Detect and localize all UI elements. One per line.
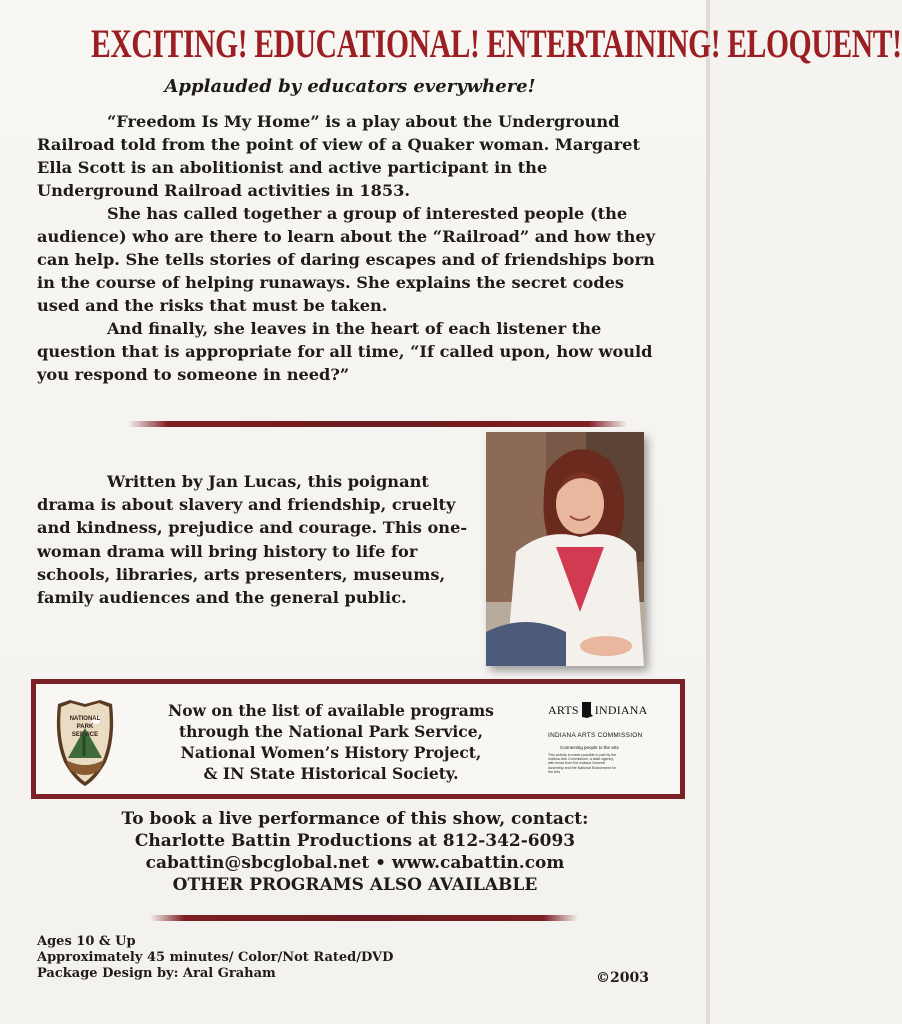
programs-line: Now on the list of available programs [168, 701, 494, 720]
programs-box [31, 679, 685, 799]
intro-section [37, 110, 667, 386]
bio-section [37, 470, 477, 609]
copyright: ©2003 [596, 970, 649, 986]
national-park-service-badge [50, 698, 120, 788]
meta-line: Approximately 45 minutes/ Color/Not Rated/DVD [37, 950, 394, 965]
arts-fineprint: This activity is made possible in part by the Indiana Arts Commission, a state agency, with funds from the Indiana General Assembly and the National Endowment for the Arts [548, 753, 617, 774]
contact-line: Charlotte Battin Productions at 812-342-6093 [134, 831, 576, 851]
contact-line: OTHER PROGRAMS ALSO AVAILABLE [172, 875, 538, 895]
headline: EXCITING! EDUCATIONAL! ENTERTAINING! ELOQUENT! [91, 21, 902, 66]
nps-badge-text: SERVICE [71, 732, 99, 738]
decorative-divider [150, 915, 578, 921]
arts-indiana-logo [548, 702, 660, 782]
nps-badge-text: NATIONAL [69, 716, 101, 722]
meta-line: Package Design by: Aral Graham [37, 966, 276, 981]
arts-tagline: Connecting people to the arts [560, 745, 619, 750]
product-meta [37, 934, 457, 982]
contact-line: cabattin@sbcglobal.net • www.cabattin.com [145, 853, 565, 873]
indiana-state-icon [581, 702, 593, 718]
meta-line: Ages 10 & Up [37, 934, 136, 949]
arts-indiana-wordmark [548, 702, 660, 718]
intro-paragraph: And finally, she leaves in the heart of each listener the question that is appropriate for all time, “If called upon, how would you respond to someone in need?” [37, 319, 653, 384]
arts-logo-left: ARTS [548, 702, 579, 717]
bio-paragraph: Written by Jan Lucas, this poignant drama is about slavery and friendship, cruelty and kindness, prejudice and courage. This one-woman drama will bring history to life for schools, libraries, arts presenters, museums, family audiences and the general public. [37, 472, 468, 608]
arts-commission-label: INDIANA ARTS COMMISSION [548, 732, 643, 739]
programs-line: National Women’s History Project, [180, 743, 482, 762]
nps-badge-text: PARK [76, 724, 94, 730]
programs-line: through the National Park Service, [179, 722, 483, 741]
programs-text [166, 700, 496, 784]
contact-section [0, 808, 710, 896]
subhead: Applauded by educators everywhere! [164, 76, 536, 97]
contact-line: To book a live performance of this show, contact: [121, 809, 589, 829]
arts-logo-right: INDIANA [594, 702, 648, 717]
author-photo [486, 432, 644, 666]
programs-line: & IN State Historical Society. [203, 764, 459, 783]
decorative-divider [128, 421, 628, 427]
intro-paragraph: She has called together a group of interested people (the audience) who are there to learn about the “Railroad” and how they can help. She tells stories of daring escapes and of friendships born in the course of helping runaways. She explains the secret codes used and the risks that must be taken. [37, 204, 656, 315]
intro-paragraph: “Freedom Is My Home” is a play about the Underground Railroad told from the point of view of a Quaker woman. Margaret Ella Scott is an abolitionist and active participant in the Underground Railroad activities in 1853. [37, 112, 640, 200]
